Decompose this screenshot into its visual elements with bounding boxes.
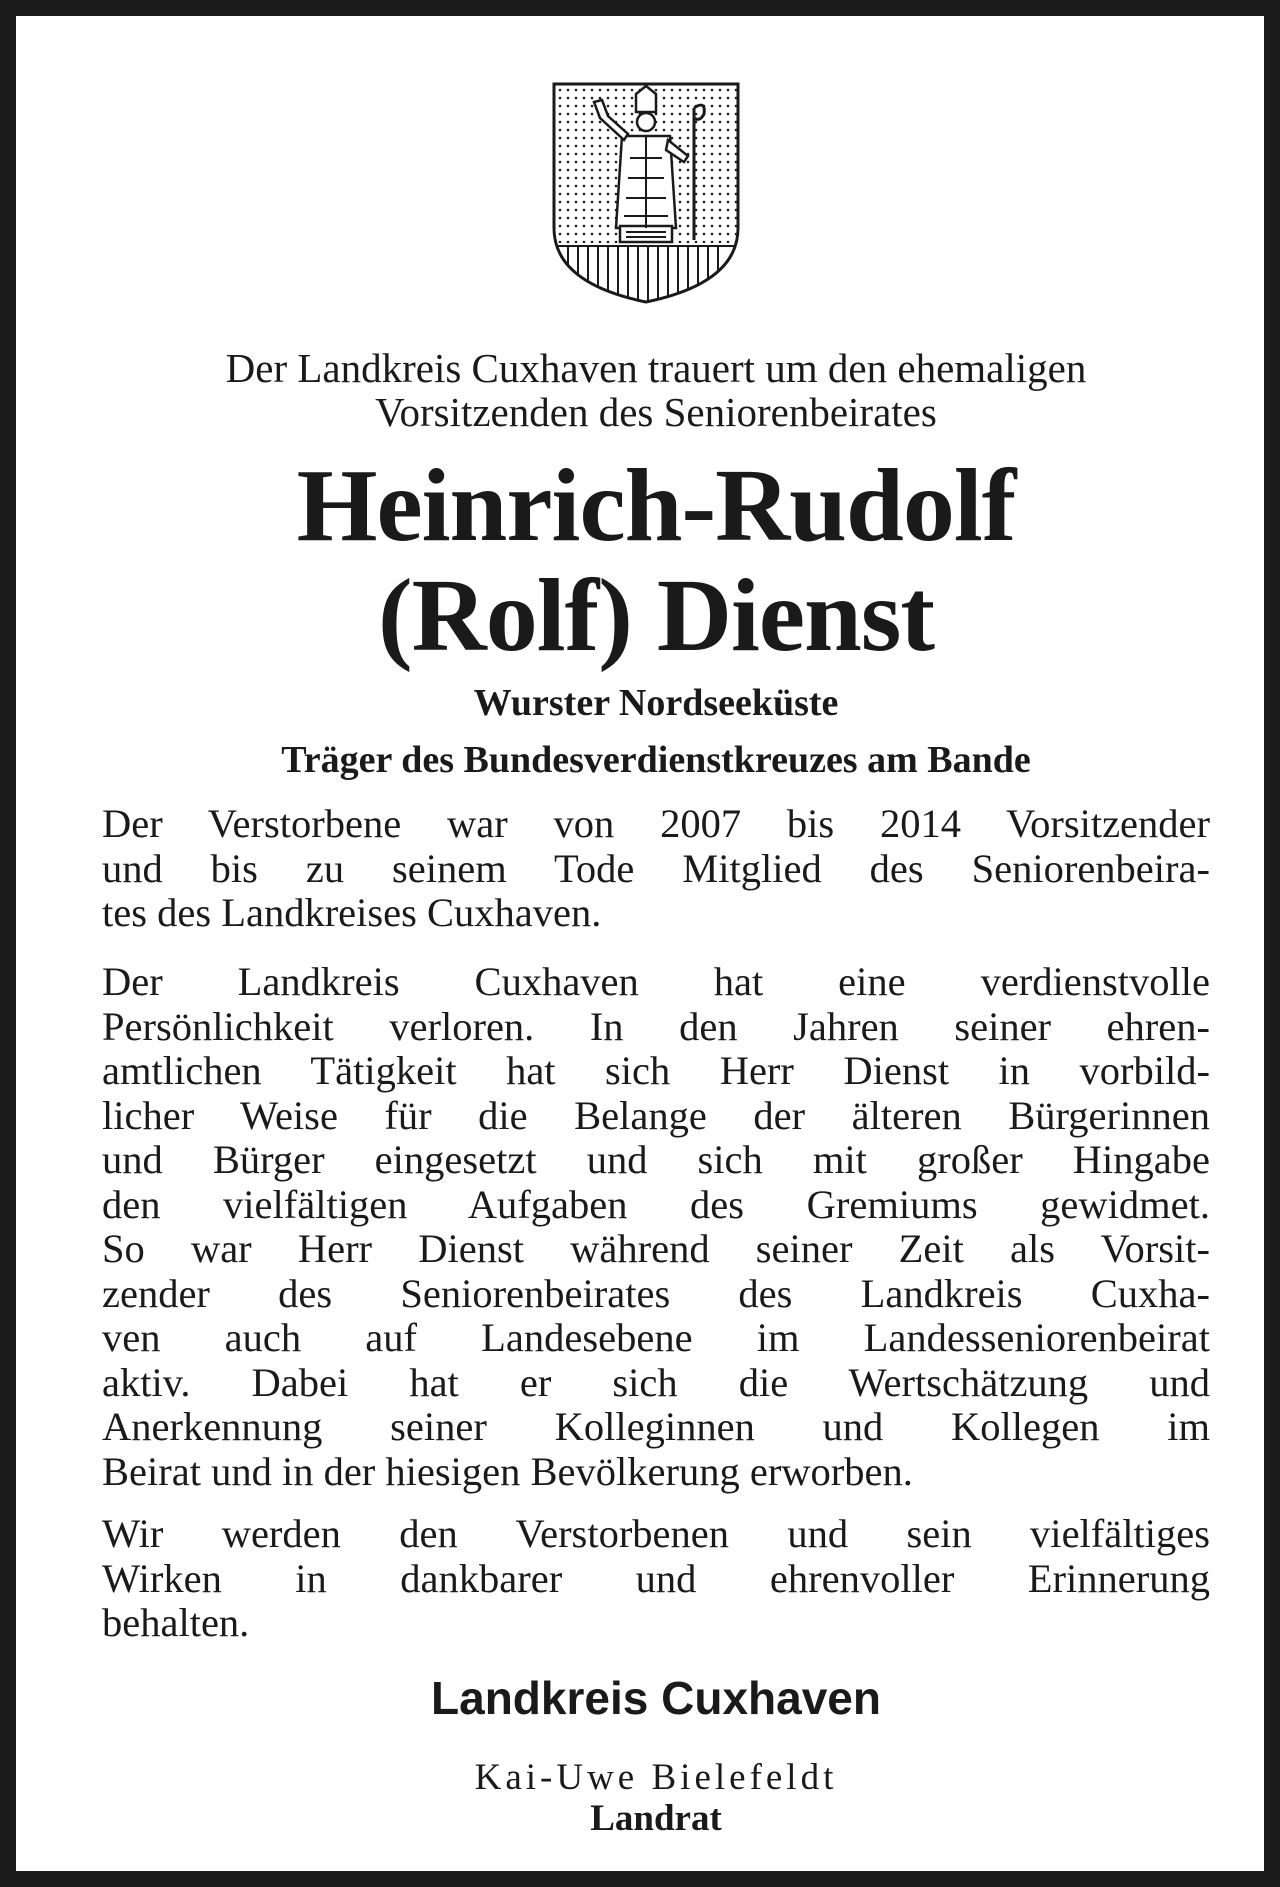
text-line: aktiv. Dabei hat er sich die Wertschätzung und	[102, 1359, 1210, 1405]
honor-subtitle: Träger des Bundesverdienstkreuzes am Bande	[281, 739, 1031, 781]
text-line: Beirat und in der hiesigen Bevölkerung erworben.	[102, 1448, 913, 1494]
text-line: Persönlichkeit verloren. In den Jahren seiner ehren-	[102, 1003, 1210, 1049]
text-line: Der Verstorbene war von 2007 bis 2014 Vorsitzender	[102, 801, 1210, 846]
text-line: und bis zu seinem Tode Mitglied des Seniorenbeira-	[102, 845, 1210, 891]
intro-line: Vorsitzenden des Seniorenbeirates	[375, 389, 937, 435]
text-line: und Bürger eingesetzt und sich mit großer Hingabe	[102, 1137, 1210, 1182]
text-line: zender des Seniorenbeirates des Landkreis Cuxha-	[102, 1270, 1210, 1316]
paragraph-closing	[102, 1512, 1210, 1646]
location-subtitle: Wurster Nordseeküste	[473, 682, 839, 724]
signer-name: Kai-Uwe Bielefeldt	[474, 1757, 838, 1798]
signer-role: Landrat	[590, 1798, 722, 1839]
paragraph-tribute	[102, 960, 1210, 1494]
text-line: Wir werden den Verstorbenen und sein vielfältiges	[102, 1511, 1210, 1556]
text-line: ven auch auf Landesebene im Landesseniorenbeirat	[102, 1315, 1210, 1360]
name-line: Heinrich-Rudolf	[296, 448, 1016, 563]
intro-text	[96, 346, 1216, 434]
text-line: Wirken in dankbarer und ehrenvoller Erinnerung	[102, 1555, 1210, 1601]
coat-of-arms-icon	[548, 78, 744, 308]
text-line: tes des Landkreises Cuxhaven.	[102, 890, 602, 935]
text-line: Anerkennung seiner Kolleginnen und Kollegen im	[102, 1404, 1210, 1449]
name-line: (Rolf) Dienst	[377, 558, 934, 673]
paragraph-tenure	[102, 802, 1210, 936]
text-line: amtlichen Tätigkeit hat sich Herr Dienst in vorbild-	[102, 1048, 1210, 1093]
text-line: So war Herr Dienst während seiner Zeit als Vorsit-	[102, 1226, 1210, 1271]
text-line: den vielfältigen Aufgaben des Gremiums gewidmet.	[102, 1181, 1210, 1227]
text-line: licher Weise für die Belange der älteren Bürgerinnen	[102, 1092, 1210, 1138]
deceased-name	[76, 448, 1236, 673]
text-line: behalten.	[102, 1600, 250, 1645]
organization-name: Landkreis Cuxhaven	[431, 1672, 881, 1724]
intro-line: Der Landkreis Cuxhaven trauert um den ehemaligen	[225, 345, 1087, 391]
text-line: Der Landkreis Cuxhaven hat eine verdienstvolle	[102, 959, 1210, 1004]
